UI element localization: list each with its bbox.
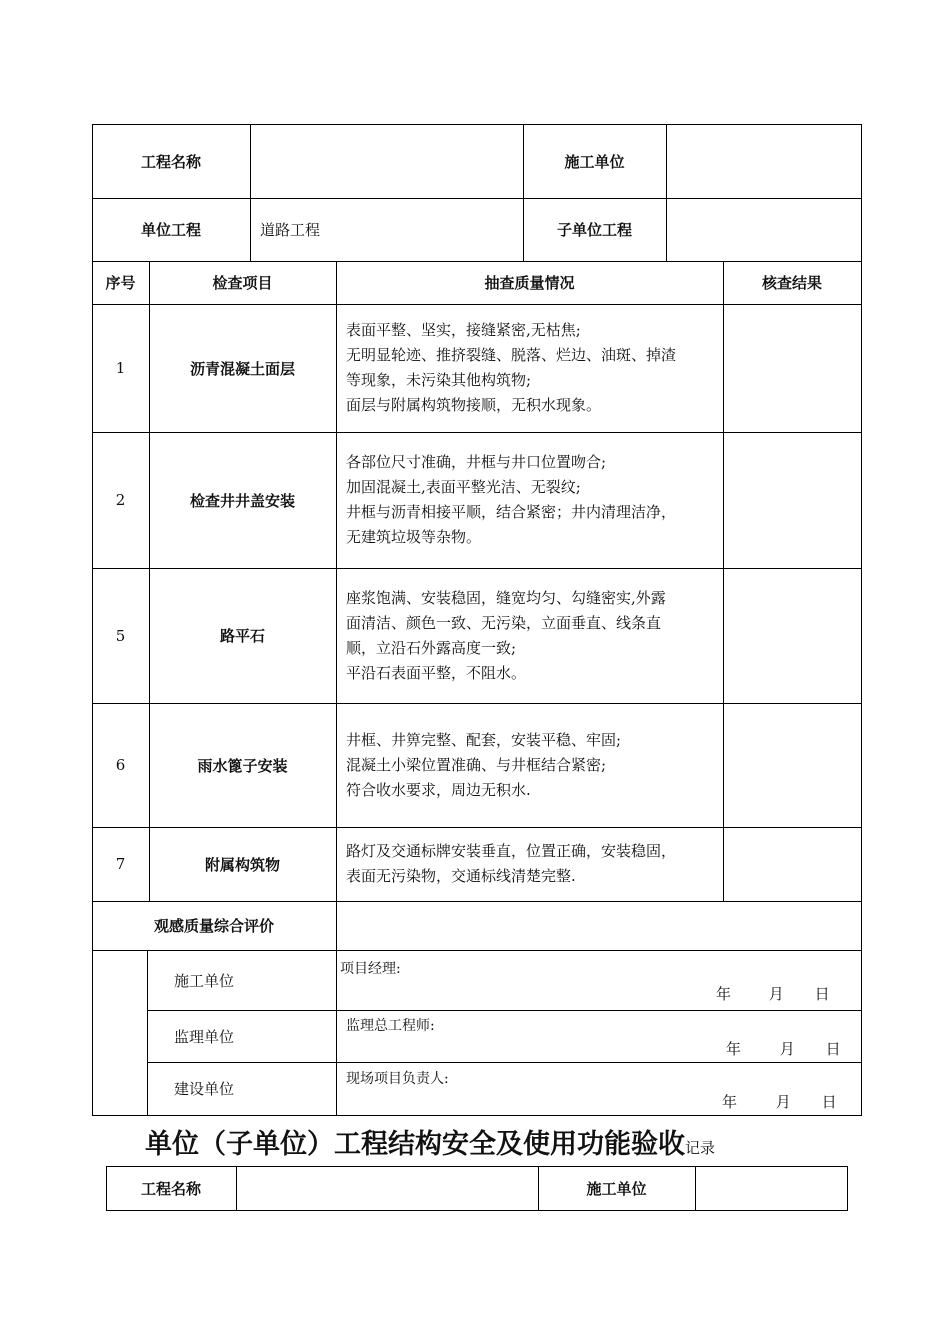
- row-result-field[interactable]: [724, 568, 861, 703]
- row-situation: [337, 304, 723, 432]
- column-header-item: 检查项目: [212, 274, 273, 292]
- row-situation: [337, 568, 723, 703]
- row-situation: [337, 432, 723, 568]
- table-border-bottom: [106, 1210, 848, 1211]
- date-year: 年: [716, 985, 732, 1003]
- date-month: 月: [768, 985, 784, 1003]
- date-year: 年: [722, 1093, 738, 1111]
- column-header-result: 核查结果: [761, 274, 822, 292]
- situation-line: 面层与附属构筑物接顺，无积水现象。: [346, 396, 602, 414]
- project-name-field[interactable]: [251, 124, 523, 198]
- row-result-field[interactable]: [724, 304, 861, 432]
- row-situation: [337, 703, 723, 827]
- situation-line: 顺，立沿石外露高度一致;: [346, 638, 517, 657]
- column-header-situation: 抽查质量情况: [484, 274, 575, 292]
- next-form-title: [145, 1122, 715, 1161]
- signature-role-label: 现场项目负责人:: [346, 1071, 449, 1087]
- row-seq: 1: [115, 359, 126, 377]
- signature-date: [726, 1038, 841, 1059]
- row-seq: 6: [115, 756, 126, 774]
- project-name-label: 工程名称: [140, 152, 201, 171]
- date-month: 月: [775, 1093, 791, 1111]
- signature-unit-label: 监理单位: [174, 1027, 235, 1046]
- situation-line: 混凝土小梁位置准确、与井框结合紧密;: [346, 755, 607, 774]
- situation-line: 各部位尺寸准确，井框与井口位置吻合;: [346, 453, 607, 471]
- next-project-name-label: 工程名称: [140, 1179, 201, 1198]
- row-item: 路平石: [219, 627, 265, 645]
- row-result-field[interactable]: [724, 827, 861, 901]
- date-year: 年: [726, 1040, 742, 1058]
- next-form-title-suffix: 记录: [685, 1139, 716, 1157]
- contractor-label: 施工单位: [564, 152, 625, 171]
- row-result-field[interactable]: [724, 703, 861, 827]
- signature-role-label: 监理总工程师:: [346, 1018, 435, 1034]
- date-day: 日: [825, 1040, 841, 1058]
- signature-unit-label: 建设单位: [174, 1080, 235, 1098]
- unit-project-label: 单位工程: [140, 221, 201, 239]
- next-contractor-label: 施工单位: [586, 1179, 647, 1198]
- signature-role-label: 项目经理:: [340, 961, 401, 977]
- row-item: 沥青混凝土面层: [189, 359, 295, 378]
- situation-line: 符合收水要求，周边无积水.: [346, 780, 531, 799]
- situation-line: 平沿石表面平整，不阻水。: [346, 663, 527, 682]
- row-item: 附属构筑物: [204, 855, 280, 874]
- table-border-bottom: [92, 1115, 862, 1116]
- situation-line: 井框、井箅完整、配套，安装平稳、牢固;: [346, 730, 622, 749]
- situation-line: 表面平整、坚实，接缝紧密,无枯焦;: [346, 321, 581, 339]
- row-item: 检查井井盖安装: [189, 491, 295, 510]
- column-header-seq: 序号: [105, 274, 136, 292]
- next-project-name-field[interactable]: [237, 1166, 538, 1210]
- situation-line: 等现象，未污染其他构筑物;: [346, 371, 532, 389]
- situation-line: 加固混凝土,表面平整光洁、无裂纹;: [346, 478, 581, 496]
- situation-line: 路灯及交通标牌安装垂直，位置正确，安装稳固，: [346, 842, 677, 860]
- sub-unit-field[interactable]: [667, 198, 861, 261]
- overall-evaluation-field[interactable]: [337, 901, 861, 950]
- row-seq: 7: [115, 855, 126, 873]
- sub-unit-label: 子单位工程: [556, 221, 632, 239]
- date-day: 日: [821, 1093, 837, 1111]
- signature-unit-label: 施工单位: [174, 971, 235, 990]
- situation-line: 座浆饱满、安装稳固，缝宽均匀、勾缝密实,外露: [346, 588, 666, 607]
- signature-date: [716, 983, 830, 1004]
- situation-line: 表面无污染物，交通标线清楚完整.: [346, 867, 576, 885]
- table-border-right: [861, 124, 862, 1116]
- row-seq: 2: [115, 491, 126, 509]
- situation-line: 面清洁、颜色一致、无污染，立面垂直、线条直: [346, 613, 662, 632]
- contractor-field[interactable]: [667, 124, 861, 198]
- date-day: 日: [814, 985, 830, 1003]
- overall-evaluation-label: 观感质量综合评价: [153, 917, 274, 935]
- table-border-right: [847, 1166, 848, 1211]
- situation-line: 无建筑垃圾等杂物。: [346, 528, 482, 546]
- row-item: 雨水篦子安装: [197, 756, 288, 775]
- situation-line: 井框与沥青相接平顺，结合紧密；井内清理洁净，: [346, 503, 677, 521]
- date-month: 月: [779, 1040, 795, 1058]
- row-seq: 5: [115, 626, 126, 645]
- next-form-title-main: 单位（子单位）工程结构安全及使用功能验收: [145, 1129, 685, 1160]
- row-result-field[interactable]: [724, 432, 861, 568]
- next-contractor-field[interactable]: [696, 1166, 847, 1210]
- signature-date: [722, 1091, 837, 1112]
- situation-line: 无明显轮迹、推挤裂缝、脱落、烂边、油斑、掉渣: [346, 346, 677, 364]
- row-situation: [337, 827, 723, 901]
- unit-project-field[interactable]: 道路工程: [260, 221, 321, 239]
